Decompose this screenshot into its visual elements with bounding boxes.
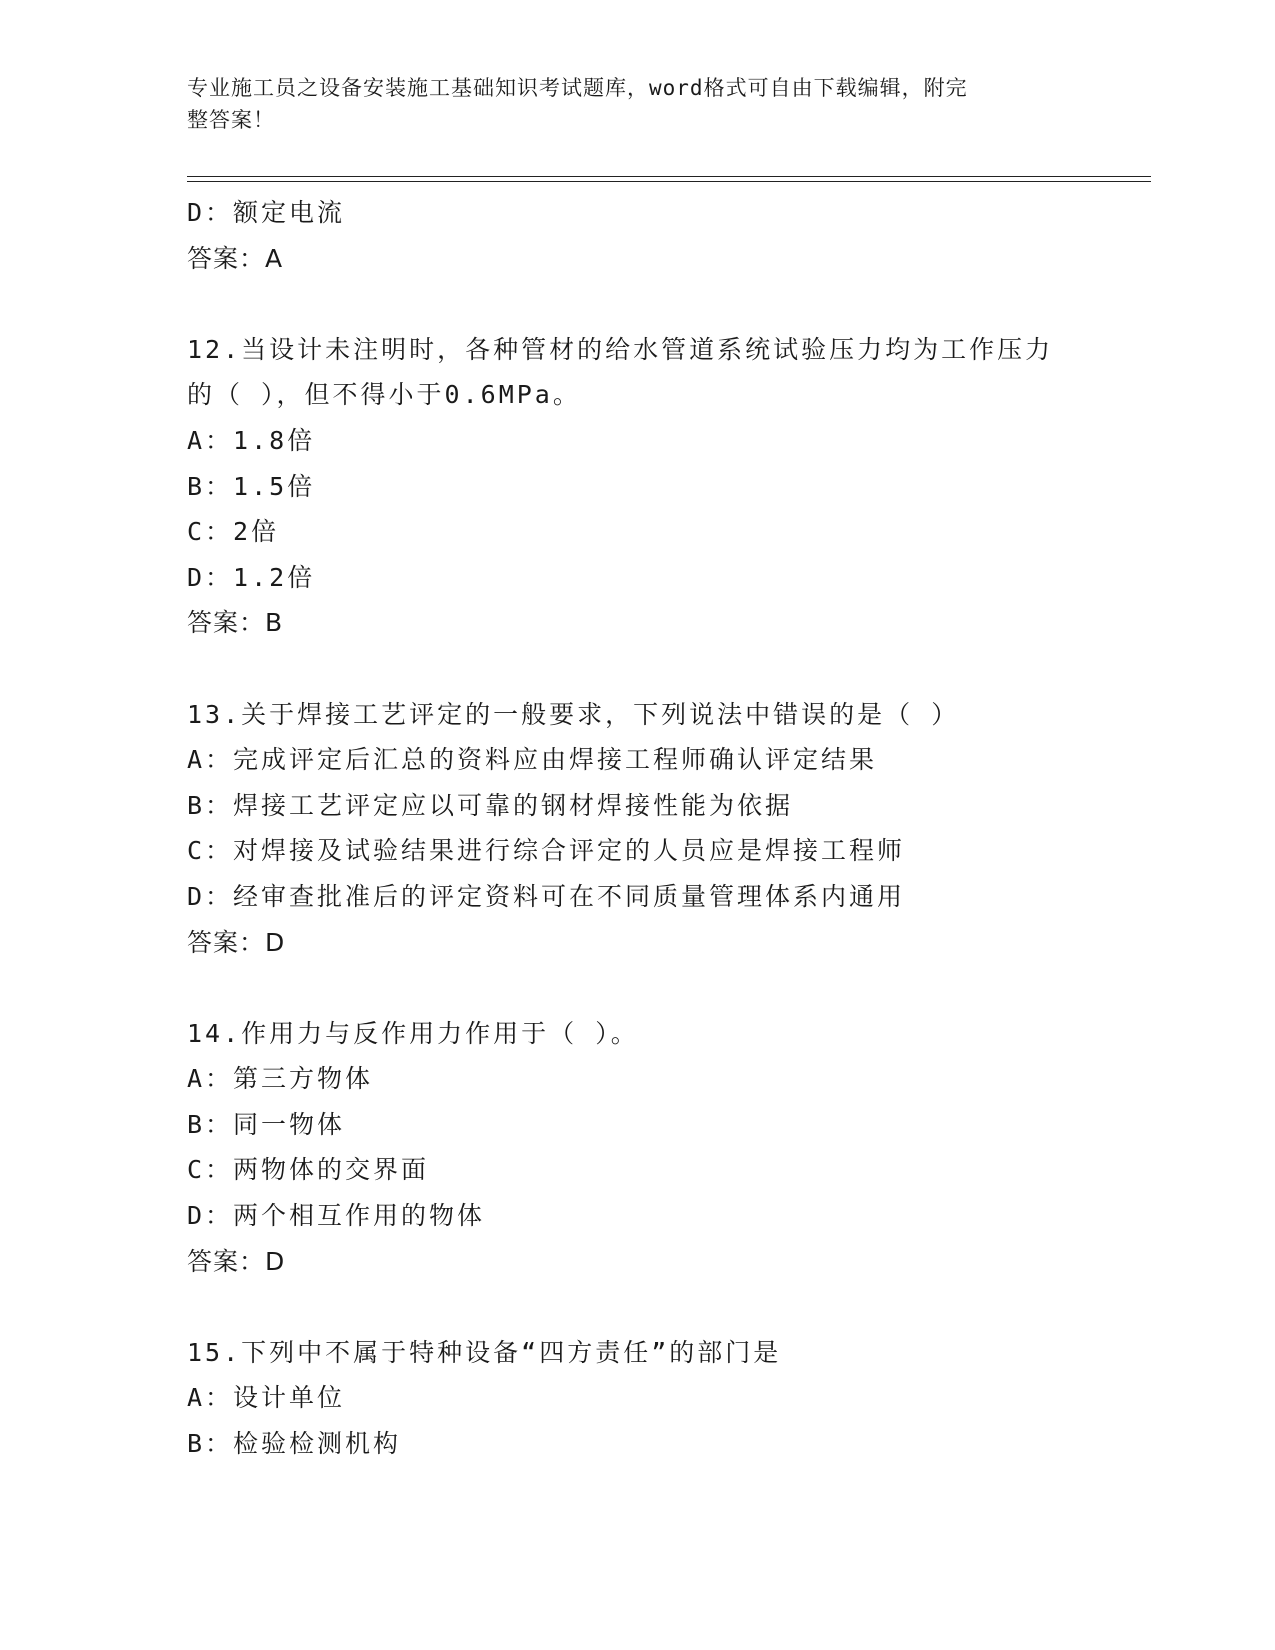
document-header [187, 72, 1067, 136]
header-line-1: 专业施工员之设备安装施工基础知识考试题库，word格式可自由下载编辑，附完 [187, 76, 968, 100]
option-d: D：经审查批准后的评定资料可在不同质量管理体系内通用 [187, 881, 906, 911]
question-stem: 14.作用力与反作用力作用于（ ）。 [187, 1018, 639, 1048]
option-c: C：两物体的交界面 [187, 1155, 430, 1185]
question-14 [187, 1011, 1087, 1285]
option-a: A：完成评定后汇总的资料应由焊接工程师确认评定结果 [187, 745, 878, 775]
question-12 [187, 327, 1087, 646]
question-stem: 12.当设计未注明时，各种管材的给水管道系统试验压力均为工作压力 [187, 334, 1054, 364]
question-stem: 15.下列中不属于特种设备“四方责任”的部门是 [187, 1337, 782, 1367]
option-d: D：额定电流 [187, 198, 346, 227]
question-13 [187, 692, 1087, 966]
option-d: D：1.2倍 [187, 562, 316, 592]
spacer [187, 646, 1087, 692]
answer-line: 答案：A [187, 243, 284, 273]
question-15 [187, 1330, 1087, 1467]
option-a: A：设计单位 [187, 1383, 346, 1413]
spacer [187, 1284, 1087, 1330]
option-c: C：2倍 [187, 517, 280, 547]
option-b: B：1.5倍 [187, 471, 316, 501]
header-divider-bottom [187, 181, 1151, 182]
option-a: A：第三方物体 [187, 1064, 374, 1094]
option-a: A：1.8倍 [187, 425, 316, 455]
option-c: C：对焊接及试验结果进行综合评定的人员应是焊接工程师 [187, 836, 906, 866]
option-b: B：焊接工艺评定应以可靠的钢材焊接性能为依据 [187, 790, 794, 820]
question-list [187, 190, 1087, 1467]
option-d: D：两个相互作用的物体 [187, 1201, 486, 1231]
header-line-2: 整答案！ [187, 108, 275, 132]
answer-line: 答案：D [187, 1246, 286, 1276]
answer-line: 答案：B [187, 608, 284, 638]
question-stem: 13.关于焊接工艺评定的一般要求，下列说法中错误的是（ ） [187, 699, 960, 729]
spacer [187, 281, 1087, 327]
option-b: B：检验检测机构 [187, 1429, 402, 1459]
answer-line: 答案：D [187, 927, 286, 957]
header-divider-top [187, 176, 1151, 177]
question-stem-continued: 的（ ），但不得小于0.6MPa。 [187, 380, 581, 410]
previous-question-tail [187, 190, 1087, 281]
option-b: B：同一物体 [187, 1109, 346, 1139]
spacer [187, 965, 1087, 1011]
